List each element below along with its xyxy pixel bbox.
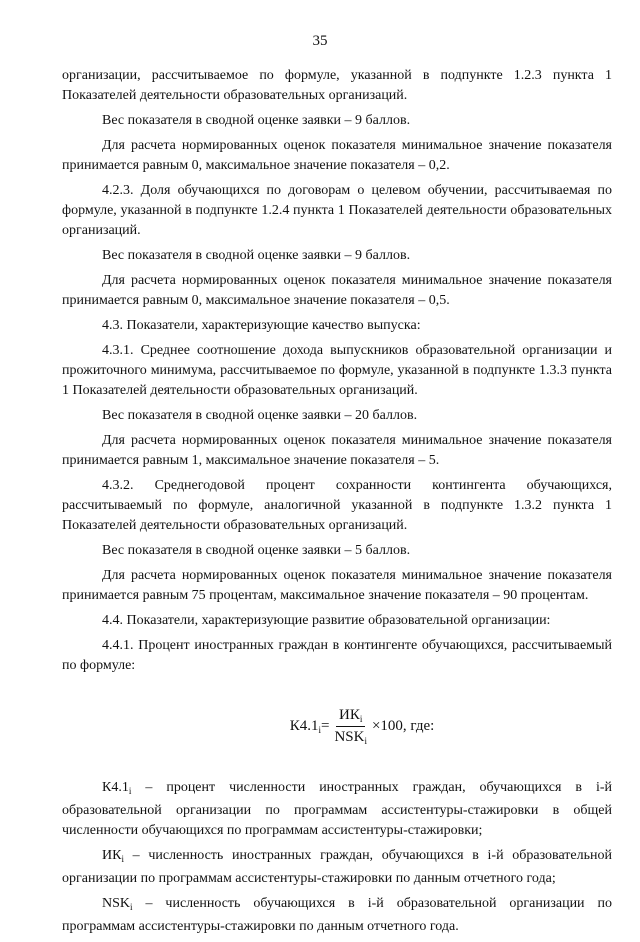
paragraph-7: 4.3. Показатели, характеризующие качество выпуска:	[102, 318, 421, 333]
denominator-subscript: i	[364, 735, 367, 746]
definition-subscript: i	[128, 786, 132, 796]
paragraph-12: Вес показателя в сводной оценке заявки – 5 баллов.	[102, 543, 411, 558]
formula-lhs	[290, 718, 321, 735]
definition-subscript: i	[130, 902, 133, 912]
page-number: 35	[312, 33, 328, 49]
denominator-symbol: NSK	[334, 728, 365, 745]
definition-text: – процент численности иностранных граждан, обучающихся в i-й образовательной организации по программам ассистентуры-стажировки в общей численности обучающихся по программам ассистентуры-стажировки;	[62, 780, 612, 838]
paragraph-6: Для расчета нормированных оценок показателя минимальное значение показателя принимается равным 0, максимальное значение показателя – 0,5.	[62, 273, 612, 308]
formula-equals: =	[320, 717, 330, 734]
paragraph-5: Вес показателя в сводной оценке заявки – 9 баллов.	[102, 248, 411, 263]
page-content	[62, 66, 612, 942]
formula-numerator	[336, 707, 365, 727]
formula-lhs-subscript: i	[318, 724, 321, 735]
definition-term: NSK	[102, 896, 131, 911]
definition-text: – численность обучающихся в i-й образовательной организации по программам ассистентуры-стажировки по данным отчетного года.	[62, 896, 612, 934]
numerator-subscript: i	[359, 713, 363, 724]
formula-lhs-symbol: К4.1	[289, 717, 319, 734]
paragraph-13: Для расчета нормированных оценок показателя минимальное значение показателя принимается равным 75 процентам, максимальное значение показателя – 90 процентам.	[62, 568, 612, 603]
paragraph-11: 4.3.2. Среднегодовой процент сохранности контингента обучающихся, рассчитываемый по формуле, аналогичной указанной в подпункте 1.3.2 пункта 1 Показателей деятельности образовательных организаций.	[62, 478, 612, 533]
formula-tail: ×100, где:	[371, 717, 435, 734]
numerator-symbol: ИК	[339, 706, 360, 723]
definition-subscript: i	[121, 854, 124, 864]
formula-denominator	[331, 727, 370, 746]
paragraph-14: 4.4. Показатели, характеризующие развитие образовательной организации:	[102, 613, 551, 628]
paragraph-15: 4.4.1. Процент иностранных граждан в контингенте обучающихся, рассчитываемый по формуле:	[62, 638, 612, 673]
paragraph-2: Вес показателя в сводной оценке заявки – 9 баллов.	[102, 113, 411, 128]
formula-fraction	[331, 707, 370, 746]
definition-term: К4.1	[102, 780, 129, 795]
definition-text: – численность иностранных граждан, обучающихся в i-й образовательной организации по программам ассистентуры-стажировки по данным отчетного года;	[62, 848, 612, 886]
paragraph-1: организации, рассчитываемое по формуле, указанной в подпункте 1.2.3 пункта 1 Показателей деятельности образовательных организаций.	[62, 68, 612, 103]
paragraph-8: 4.3.1. Среднее соотношение дохода выпускников образовательной организации и прожиточного минимума, рассчитываемое по формуле, указанной в подпункте 1.3.3 пункта 1 Показателей деятельности образовательных организаций.	[62, 343, 612, 398]
paragraph-3: Для расчета нормированных оценок показателя минимальное значение показателя принимается равным 0, максимальное значение показателя – 0,2.	[62, 138, 612, 173]
paragraph-10: Для расчета нормированных оценок показателя минимальное значение показателя принимается равным 1, максимальное значение показателя – 5.	[62, 433, 612, 468]
definition-nsk	[62, 894, 612, 937]
definition-k41	[62, 778, 612, 841]
formula-k41	[62, 698, 612, 754]
definition-ik	[62, 846, 612, 889]
paragraph-9: Вес показателя в сводной оценке заявки – 20 баллов.	[102, 408, 418, 423]
definition-term: ИК	[102, 848, 122, 863]
paragraph-4: 4.2.3. Доля обучающихся по договорам о целевом обучении, рассчитываемая по формуле, указанной в подпункте 1.2.4 пункта 1 Показателей деятельности образовательных организаций.	[62, 183, 612, 238]
